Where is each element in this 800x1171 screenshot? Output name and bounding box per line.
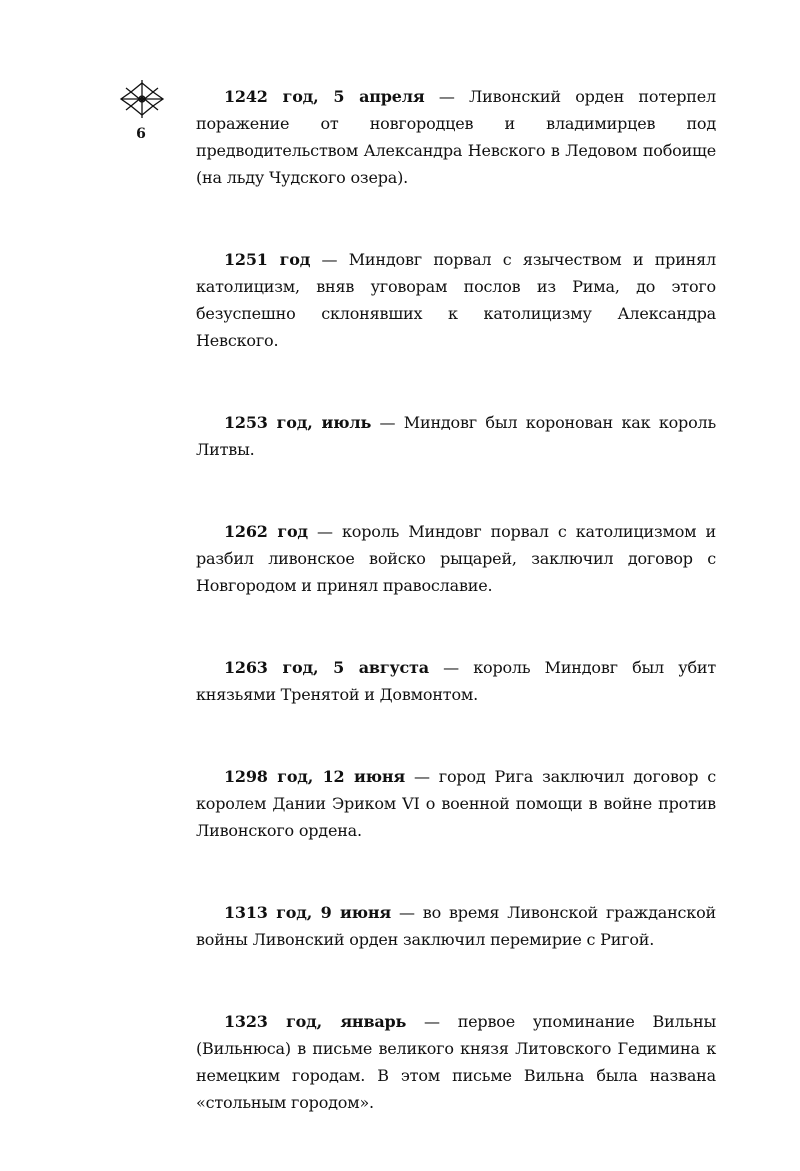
chronology-entry: 1242 год, 5 апреля — Ливонский орден потерпел поражение от новгородцев и владимирцев под предводительством Александра Невского в Ледовом побоище (на льду Чудского озера). bbox=[196, 87, 716, 187]
entry-date: 1298 год, 12 июня bbox=[224, 767, 405, 786]
entry-text: Ливонский орден потерпел поражение от новгородцев и владимирцев под предводительством Александра Невского в Ледовом побоище (на льду Чудского озера). bbox=[196, 87, 716, 187]
chronology-entry: 1298 год, 12 июня — город Рига заключил договор с королем Дании Эриком VI о военной помощи в войне против Ливонского ордена. bbox=[196, 767, 717, 840]
chronology-entry: 1313 год, 9 июня — во время Ливонской гражданской войны Ливонский орден заключил перемирие с Ригой. bbox=[196, 903, 716, 949]
entry-text: во время Ливонской гражданской войны Ливонский орден заключил перемирие с Ригой. bbox=[196, 903, 716, 949]
entry-text: первое упоминание Вильны (Вильнюса) в письме великого князя Литовского Гедимина к немецким городам. В этом письме Вильна была названа «стольным городом». bbox=[196, 1012, 717, 1112]
chronology-list bbox=[196, 83, 716, 1171]
decorative-ornament-icon bbox=[117, 79, 167, 119]
entry-text: Миндовг был коронован как король Литвы. bbox=[196, 413, 717, 459]
chronology-entry: 1263 год, 5 августа — король Миндовг был убит князьями Тренятой и Довмонтом. bbox=[196, 658, 717, 704]
chronology-entry: 1262 год — король Миндовг порвал с католицизмом и разбил ливонское войско рыцарей, заключил договор с Новгородом и принял православие. bbox=[196, 522, 716, 595]
entry-date: 1263 год, 5 августа bbox=[224, 658, 429, 677]
entry-text: король Миндовг порвал с католицизмом и разбил ливонское войско рыцарей, заключил договор с Новгородом и принял православие. bbox=[196, 522, 716, 595]
entry-text: король Миндовг был убит князьями Тренятой и Довмонтом. bbox=[196, 658, 717, 704]
entry-date: 1251 год bbox=[224, 250, 311, 269]
entry-date: 1242 год, 5 апреля bbox=[224, 87, 425, 106]
entry-text: Миндовг порвал с язычеством и принял католицизм, вняв уговорам послов из Рима, до этого безуспешно склонявших к католицизму Александра Невского. bbox=[196, 250, 716, 350]
chronology-entry: 1251 год — Миндовг порвал с язычеством и принял католицизм, вняв уговорам послов из Рима, до этого безуспешно склонявших к католицизму Александра Невского. bbox=[196, 250, 716, 350]
page-number: 6 bbox=[136, 126, 146, 142]
entry-date: 1253 год, июль bbox=[224, 413, 372, 432]
chronology-entry: 1323 год, январь — первое упоминание Вильны (Вильнюса) в письме великого князя Литовского Гедимина к немецким городам. В этом письме Вильна была названа «стольным городом». bbox=[196, 1012, 717, 1112]
chronology-entry: 1253 год, июль — Миндовг был коронован как король Литвы. bbox=[196, 413, 717, 459]
entry-date: 1323 год, январь bbox=[224, 1012, 407, 1031]
entry-date: 1313 год, 9 июня bbox=[224, 903, 391, 922]
entry-date: 1262 год bbox=[224, 522, 308, 541]
entry-text: город Рига заключил договор с королем Дании Эриком VI о военной помощи в войне против Ливонского ордена. bbox=[196, 767, 717, 840]
